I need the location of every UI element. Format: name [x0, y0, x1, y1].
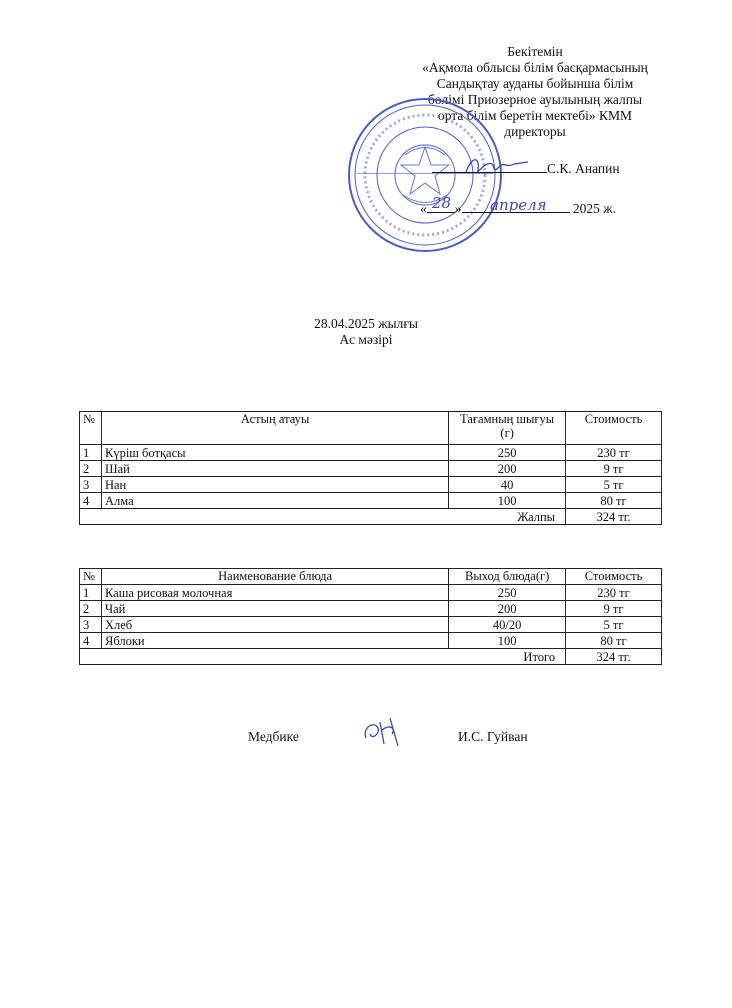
col-header-number: № [80, 569, 102, 585]
approval-line-2: Сандықтау ауданы бойынша білім [436, 76, 634, 91]
dish-name: Нан [101, 477, 448, 493]
approval-line-1: «Ақмола облысы білім басқармасының [422, 60, 648, 75]
portion: 200 [449, 461, 566, 477]
cost: 80 тг [566, 633, 662, 649]
table-total-row [80, 509, 662, 525]
row-number: 4 [80, 633, 102, 649]
table-total-row [80, 649, 662, 665]
menu-table-kazakh [79, 411, 662, 525]
cost: 80 тг [566, 493, 662, 509]
approval-line-4: орта білім беретін мектебі» КММ [437, 108, 633, 123]
dish-name: Яблоки [101, 633, 448, 649]
row-number: 2 [80, 461, 102, 477]
table-row [80, 633, 662, 649]
col-header-portion: Тағамның шығуы (г) [449, 412, 566, 445]
nurse-signature-scribble [360, 714, 408, 750]
dish-name: Күріш ботқасы [101, 445, 448, 461]
menu-subtitle: Ас мәзірі [339, 332, 393, 347]
table-row [80, 585, 662, 601]
handwritten-day: 28 [432, 194, 452, 212]
total-value: 324 тг. [566, 649, 662, 665]
table-row [80, 461, 662, 477]
cost: 9 тг [566, 601, 662, 617]
nurse-name: И.С. Гуйван [458, 729, 528, 744]
dish-name: Алма [101, 493, 448, 509]
nurse-role: Медбике [248, 729, 299, 744]
table-row [80, 601, 662, 617]
total-label: Итого [80, 649, 566, 665]
date-quote-open: « [420, 201, 427, 216]
cost: 230 тг [566, 445, 662, 461]
approval-line-5: директоры [504, 124, 566, 139]
dish-name: Каша рисовая молочная [101, 585, 448, 601]
dish-name: Хлеб [101, 617, 448, 633]
table-row [80, 477, 662, 493]
portion: 250 [449, 585, 566, 601]
approval-heading: Бекітемін [507, 44, 563, 59]
date-year: 2025 ж. [572, 201, 616, 216]
col-header-cost: Стоимость [566, 412, 662, 445]
col-header-cost: Стоимость [566, 569, 662, 585]
portion: 250 [449, 445, 566, 461]
row-number: 3 [80, 477, 102, 493]
portion: 200 [449, 601, 566, 617]
cost: 230 тг [566, 585, 662, 601]
row-number: 1 [80, 585, 102, 601]
portion: 100 [449, 633, 566, 649]
portion: 100 [449, 493, 566, 509]
row-number: 1 [80, 445, 102, 461]
handwritten-month: апреля [490, 196, 547, 214]
approval-line-3: бөлімі Приозерное ауылының жалпы [427, 92, 643, 107]
cost: 5 тг [566, 617, 662, 633]
table-row [80, 493, 662, 509]
cost: 9 тг [566, 461, 662, 477]
director-name: С.К. Анапин [547, 161, 620, 176]
table-header-row [80, 412, 662, 445]
cost: 5 тг [566, 477, 662, 493]
row-number: 2 [80, 601, 102, 617]
col-header-dish-name: Наименование блюда [101, 569, 448, 585]
dish-name: Чай [101, 601, 448, 617]
portion: 40/20 [449, 617, 566, 633]
row-number: 3 [80, 617, 102, 633]
dish-name: Шай [101, 461, 448, 477]
col-header-dish-name: Астың атауы [101, 412, 448, 445]
table-header-row [80, 569, 662, 585]
portion: 40 [449, 477, 566, 493]
total-label: Жалпы [80, 509, 566, 525]
table-row [80, 445, 662, 461]
menu-table-russian [79, 568, 662, 665]
col-header-portion: Выход блюда(г) [449, 569, 566, 585]
date-quote-close: » [454, 201, 462, 216]
table-row [80, 617, 662, 633]
director-signature-scribble [462, 152, 532, 180]
col-header-number: № [80, 412, 102, 445]
row-number: 4 [80, 493, 102, 509]
menu-date-title: 28.04.2025 жылғы [314, 316, 418, 331]
total-value: 324 тг. [566, 509, 662, 525]
